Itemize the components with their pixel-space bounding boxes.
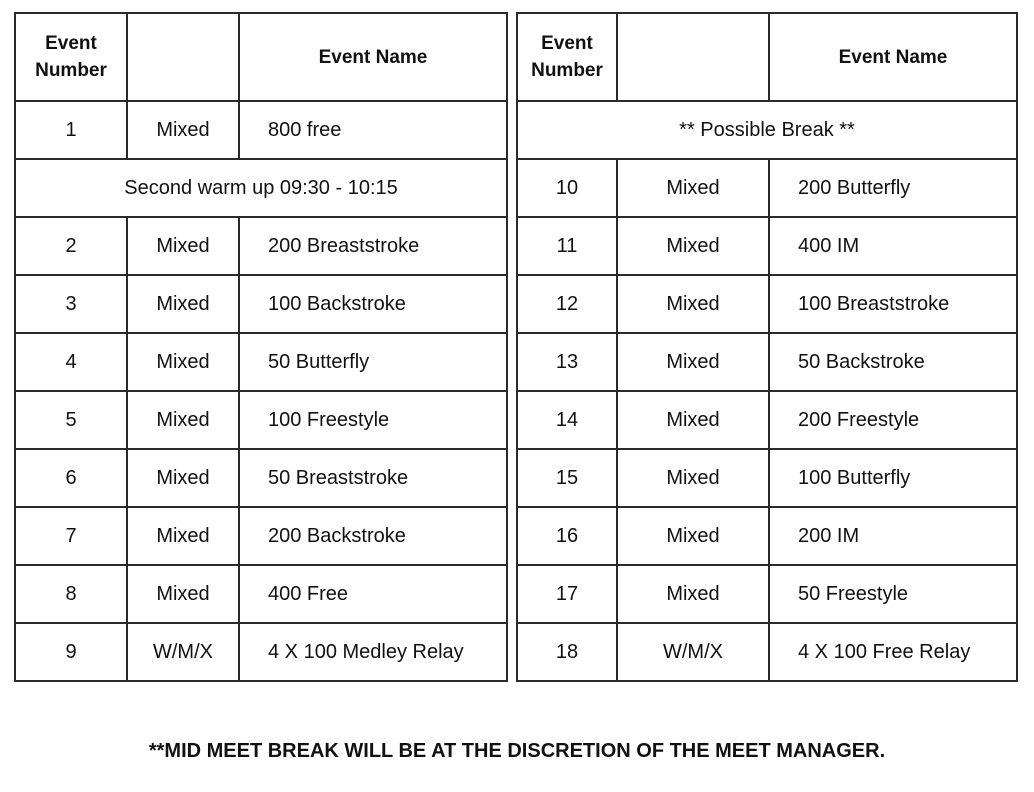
event-name: 4 X 100 Medley Relay: [239, 623, 507, 681]
event-category: Mixed: [617, 449, 769, 507]
event-number: 14: [517, 391, 617, 449]
event-name: 4 X 100 Free Relay: [769, 623, 1017, 681]
event-name: 200 IM: [769, 507, 1017, 565]
event-name: 50 Backstroke: [769, 333, 1017, 391]
event-category: Mixed: [127, 565, 239, 623]
event-number: 11: [517, 217, 617, 275]
event-row: [15, 275, 507, 333]
event-row: [517, 391, 1017, 449]
event-name: 400 IM: [769, 217, 1017, 275]
event-row: [15, 333, 507, 391]
event-number: 13: [517, 333, 617, 391]
event-row: [517, 159, 1017, 217]
event-number: 7: [15, 507, 127, 565]
event-number: 9: [15, 623, 127, 681]
event-name: 100 Backstroke: [239, 275, 507, 333]
event-category: W/M/X: [617, 623, 769, 681]
event-row: [15, 217, 507, 275]
event-number: 12: [517, 275, 617, 333]
event-name: 800 free: [239, 101, 507, 159]
event-category: Mixed: [617, 391, 769, 449]
header-event-name: Event Name: [239, 13, 507, 101]
event-name: 100 Butterfly: [769, 449, 1017, 507]
event-number: 1: [15, 101, 127, 159]
event-row: [15, 101, 507, 159]
event-row: [517, 623, 1017, 681]
event-number: 5: [15, 391, 127, 449]
note-row: [517, 101, 1017, 159]
event-category: Mixed: [127, 507, 239, 565]
event-name: 100 Breaststroke: [769, 275, 1017, 333]
event-row: [15, 391, 507, 449]
header-category: [127, 13, 239, 101]
event-category: Mixed: [617, 507, 769, 565]
event-number: 18: [517, 623, 617, 681]
note-text: ** Possible Break **: [517, 101, 1017, 159]
event-category: Mixed: [617, 159, 769, 217]
event-category: Mixed: [127, 449, 239, 507]
event-name: 50 Freestyle: [769, 565, 1017, 623]
event-category: W/M/X: [127, 623, 239, 681]
header-row: [517, 13, 1017, 101]
event-name: 200 Freestyle: [769, 391, 1017, 449]
event-name: 200 Backstroke: [239, 507, 507, 565]
event-name: 50 Butterfly: [239, 333, 507, 391]
event-number: 8: [15, 565, 127, 623]
event-number: 3: [15, 275, 127, 333]
event-number: 15: [517, 449, 617, 507]
event-row: [517, 217, 1017, 275]
header-event-number: Event Number: [15, 13, 127, 101]
event-row: [517, 275, 1017, 333]
event-row: [15, 449, 507, 507]
event-row: [15, 565, 507, 623]
event-category: Mixed: [617, 217, 769, 275]
event-name: 100 Freestyle: [239, 391, 507, 449]
event-row: [517, 333, 1017, 391]
note-text: Second warm up 09:30 - 10:15: [15, 159, 507, 217]
event-category: Mixed: [127, 391, 239, 449]
header-event-number: Event Number: [517, 13, 617, 101]
event-name: 200 Breaststroke: [239, 217, 507, 275]
event-category: Mixed: [127, 101, 239, 159]
header-row: [15, 13, 507, 101]
event-number: 16: [517, 507, 617, 565]
header-event-name: Event Name: [769, 13, 1017, 101]
event-number: 2: [15, 217, 127, 275]
event-number: 17: [517, 565, 617, 623]
event-category: Mixed: [127, 333, 239, 391]
event-row: [517, 449, 1017, 507]
event-number: 6: [15, 449, 127, 507]
footnote: **MID MEET BREAK WILL BE AT THE DISCRETION OF THE MEET MANAGER.: [148, 740, 886, 762]
event-category: Mixed: [617, 565, 769, 623]
event-row: [15, 507, 507, 565]
event-number: 4: [15, 333, 127, 391]
event-category: Mixed: [127, 217, 239, 275]
event-row: [15, 623, 507, 681]
event-name: 200 Butterfly: [769, 159, 1017, 217]
events-table-right: [516, 12, 1018, 682]
event-row: [517, 507, 1017, 565]
event-name: 50 Breaststroke: [239, 449, 507, 507]
event-category: Mixed: [617, 333, 769, 391]
event-category: Mixed: [617, 275, 769, 333]
events-table-left: [14, 12, 508, 682]
event-category: Mixed: [127, 275, 239, 333]
event-row: [517, 565, 1017, 623]
event-name: 400 Free: [239, 565, 507, 623]
header-category: [617, 13, 769, 101]
note-row: [15, 159, 507, 217]
event-number: 10: [517, 159, 617, 217]
